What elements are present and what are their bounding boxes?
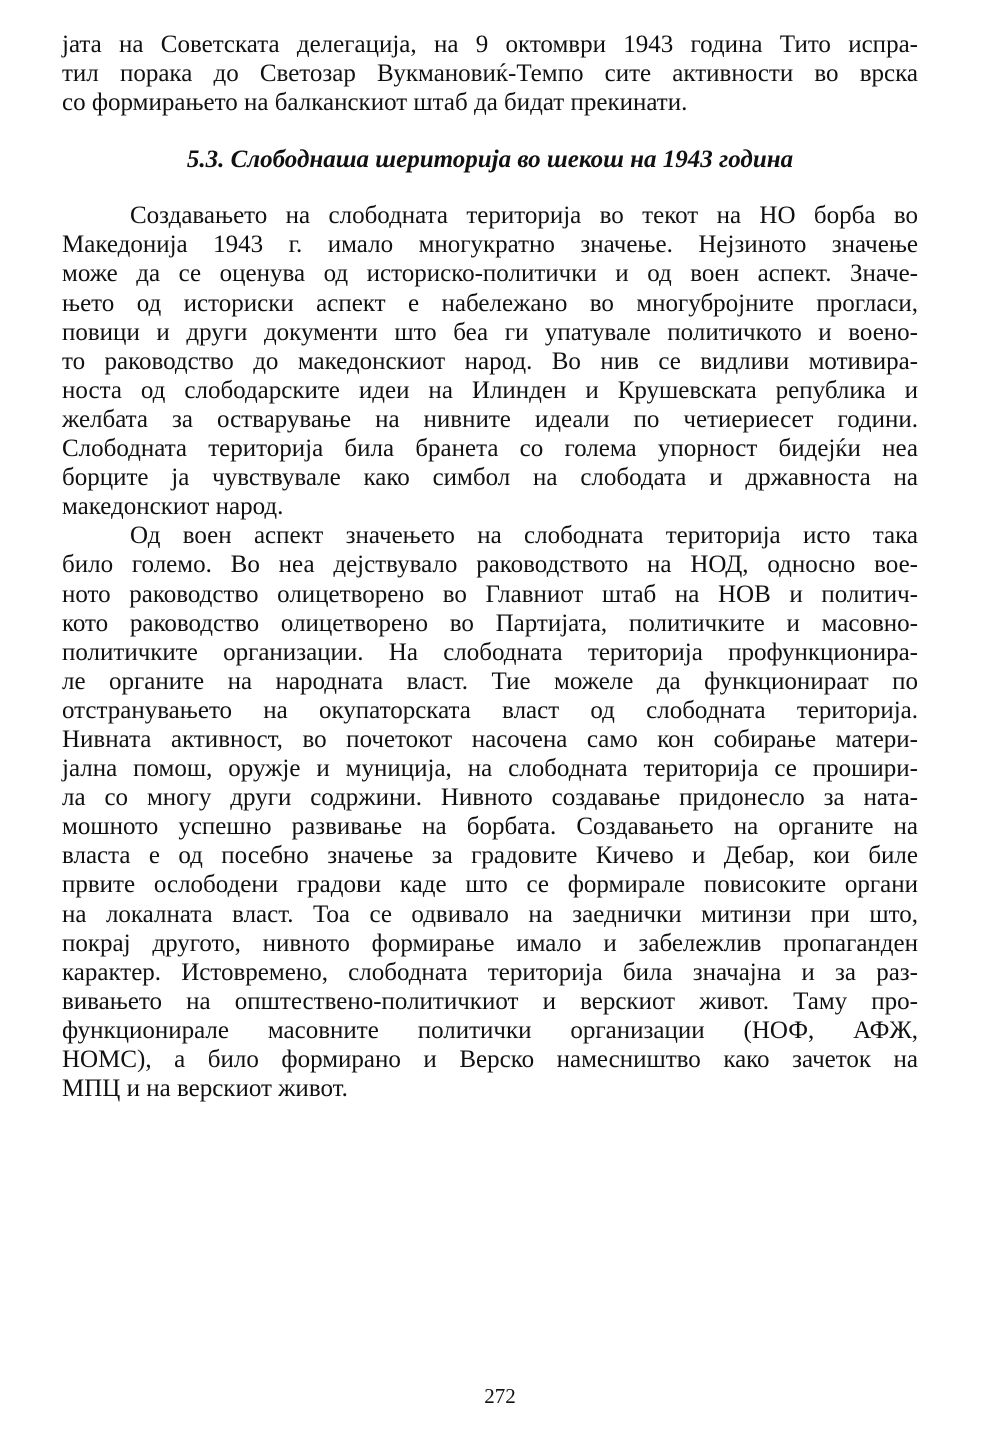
page-number: 272 bbox=[484, 1384, 516, 1408]
paragraph-1 bbox=[62, 201, 918, 521]
text-line: ле органите на народната власт. Тие можеле да функционираат по bbox=[62, 667, 918, 695]
text-line: ното раководство олицетворено во Главниот штаб на НОВ и политич- bbox=[62, 580, 918, 608]
paragraph-2 bbox=[62, 521, 918, 1103]
text-line: карактер. Истовремено, слободната територија била значајна и за раз- bbox=[62, 958, 918, 986]
text-line: може да се оценува од историско-политички и од воен аспект. Значе- bbox=[62, 260, 918, 288]
text-line: МПЦ и на верскиот живот. bbox=[62, 1075, 348, 1103]
text-line: Од воен аспект значењето на слободната територија исто така bbox=[130, 522, 918, 550]
text-line: желбата за остварување на нивните идеали по четиериесет години. bbox=[62, 405, 918, 433]
text-line: ла со многу други содржини. Нивното создавање придонесло за ната- bbox=[62, 784, 918, 812]
text-line: повици и други документи што беа ги упатувале политичкото и воено- bbox=[62, 318, 918, 346]
text-line: покрај другото, нивното формирање имало и забележлив пропаганден bbox=[62, 929, 918, 957]
text-line: јата на Советската делегација, на 9 октомври 1943 година Тито испра- bbox=[62, 31, 918, 58]
text-line: Слободната територија била бранета со голема упорност бидејќи неа bbox=[62, 435, 918, 463]
text-line: отстранувањето на окупаторската власт од слободната територија. bbox=[62, 696, 918, 724]
text-line: вивањето на општествено-политичкиот и верскиот живот. Таму про- bbox=[62, 987, 918, 1015]
text-line: јална помош, оружје и муниција, на слободната територија се прошири- bbox=[62, 755, 918, 783]
text-line: Нивната активност, во почетокот насочена само кон собирање матери- bbox=[62, 725, 918, 753]
text-line: било големо. Во неа дејствувало раководството на НОД, односно вое- bbox=[62, 551, 918, 579]
text-line: то раководство до македонскиот народ. Во нив се видливи мотивира- bbox=[62, 347, 918, 375]
text-line: тил порака до Светозар Вукмановиќ-Темпо сите активности во врска bbox=[62, 60, 918, 88]
text-line: власта е од посебно значење за градовите Кичево и Дебар, кои биле bbox=[62, 842, 918, 870]
section-heading: 5.3. Слободнаша шериторија во шекош на 1943 година bbox=[186, 146, 794, 174]
intro-paragraph bbox=[62, 30, 918, 117]
text-line: мошното успешно развивање на борбата. Создавањето на органите на bbox=[62, 813, 918, 841]
text-line: македонскиот народ. bbox=[62, 493, 284, 521]
document-page bbox=[62, 30, 918, 1103]
text-line: њето од историски аспект е набележано во многубројните прогласи, bbox=[62, 289, 918, 317]
text-line: борците ја чувствувале како симбол на слободата и државноста на bbox=[62, 464, 918, 492]
text-line: Македонија 1943 г. имало многукратно значење. Нејзиното значење bbox=[62, 231, 918, 259]
text-line: кото раководство олицетворено во Партијата, политичките и масовно- bbox=[62, 609, 918, 637]
text-line: функционирале масовните политички организации (НОФ, АФЖ, bbox=[62, 1016, 918, 1044]
text-line: носта од слободарските идеи на Илинден и Крушевската република и bbox=[62, 376, 918, 404]
text-line: Создавањето на слободната територија во текот на НО борба во bbox=[130, 202, 918, 230]
text-line: НОМС), а било формирано и Верско намесништво како зачеток на bbox=[62, 1046, 918, 1073]
text-line: политичките организации. На слободната територија профункционира- bbox=[62, 638, 918, 666]
text-line: со формирањето на балканскиот штаб да бидат прекинати. bbox=[62, 89, 688, 117]
text-line: на локалната власт. Тоа се одвивало на заеднички митинзи при што, bbox=[62, 900, 918, 928]
text-line: првите ослободени градови каде што се формирале повисоките органи bbox=[62, 871, 918, 899]
